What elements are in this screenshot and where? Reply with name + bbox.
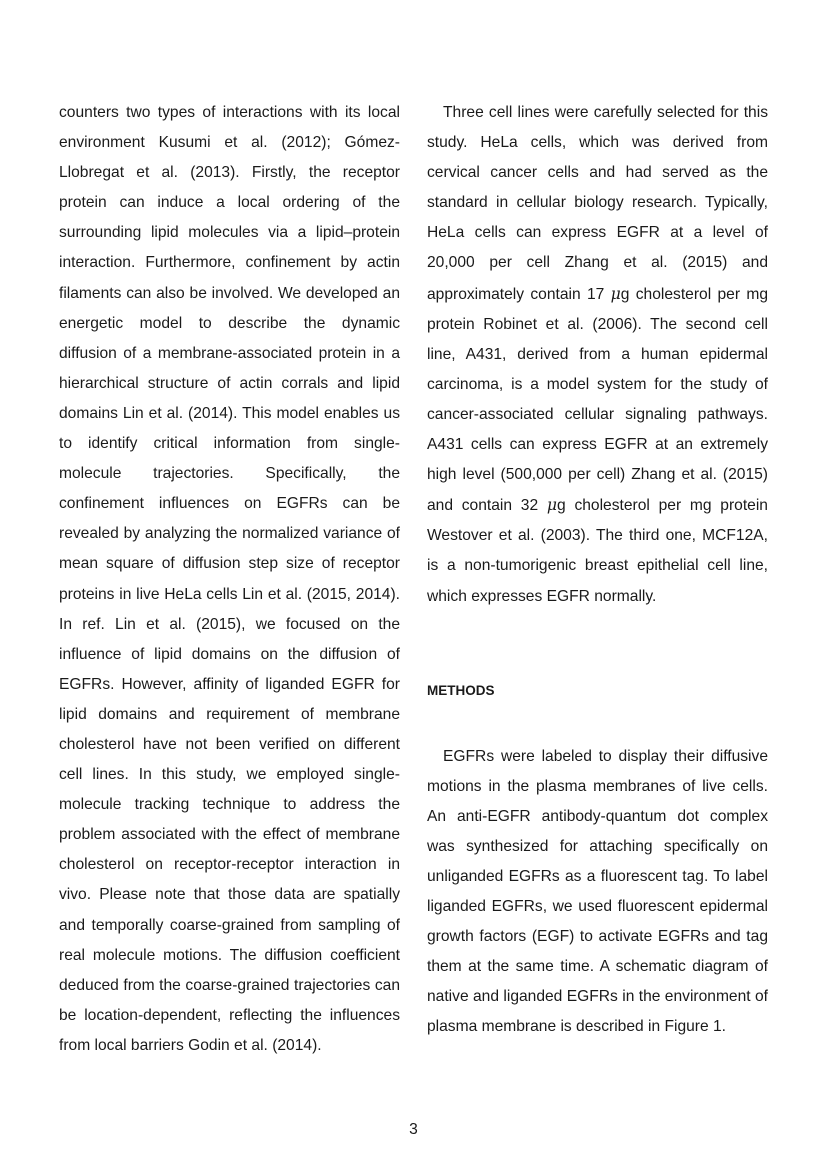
text-run: g cholesterol per mg protein Robinet et al. (2006). The second cell line, A431, derived from a human epidermal carcinoma, is a model system for the study of cancer-associated cellular signaling pathways. A431 cells can express EGFR at an extremely high level (500,000 per cell) Zhang et al. (2015) and contain 32 (427, 285, 768, 515)
page-number: 3 (409, 1121, 418, 1138)
left-column (59, 98, 400, 1061)
methods-paragraph: EGFRs were labeled to display their diffusive motions in the plasma membranes of live cells. An anti-EGFR antibody-quantum dot complex was synthesized for attaching specifically on unliganded EGFRs as a fluorescent tag. To label liganded EGFRs, we used fluorescent epidermal growth factors (EGF) to activate EGFRs and tag them at the same time. A schematic diagram of native and liganded EGFRs in the environment of plasma membrane is described in Figure 1. (427, 747, 768, 1036)
body-paragraph: counters two types of interactions with its local environment Kusumi et al. (2012); Gómez-Llobregat et al. (2013). Firstly, the receptor protein can induce a local ordering of the surrounding lipid molecules via a lipid–protein interaction. Furthermore, confinement by actin filaments can also be involved. We developed an energetic model to describe the dynamic diffusion of a membrane-associated protein in a hierarchical structure of actin corrals and lipid domains Lin et al. (2014). This model enables us to identify critical information from single-molecule trajectories. Specifically, the confinement influences on EGFRs can be revealed by analyzing the normalized variance of mean square of diffusion step size of receptor proteins in live HeLa cells Lin et al. (2015, 2014). In ref. Lin et al. (2015), we focused on the influence of lipid domains on the diffusion of EGFRs. However, affinity of liganded EGFR for lipid domains and requirement of membrane cholesterol have not been verified on different cell lines. In this study, we employed single-molecule tracking technique to address the problem associated with the effect of membrane cholesterol on receptor-receptor interaction in vivo. Please note that those data are spatially and temporally coarse-grained from sampling of real molecule motions. The diffusion coefficient deduced from the coarse-grained trajectories can be location-dependent, reflecting the influences from local barriers Godin et al. (2014). (59, 104, 400, 1054)
mu-symbol: μ (610, 284, 621, 303)
cell-lines-paragraph (427, 98, 768, 612)
section-heading-methods: METHODS (427, 682, 495, 698)
right-column (427, 98, 768, 1043)
text-run: g cholesterol per mg protein Westover et al. (2003). The third one, MCF12A, is a non-tumorigenic breast epithelial cell line, which expresses EGFR normally. (427, 497, 768, 605)
mu-symbol: μ (546, 496, 558, 515)
text-run: Three cell lines were carefully selected for this study. HeLa cells, which was derived from cervical cancer cells and had served as the standard in cellular biology research. Typically, HeLa cells can express EGFR at a level of 20,000 per cell Zhang et al. (2015) and approximately contain 17 (427, 104, 768, 303)
